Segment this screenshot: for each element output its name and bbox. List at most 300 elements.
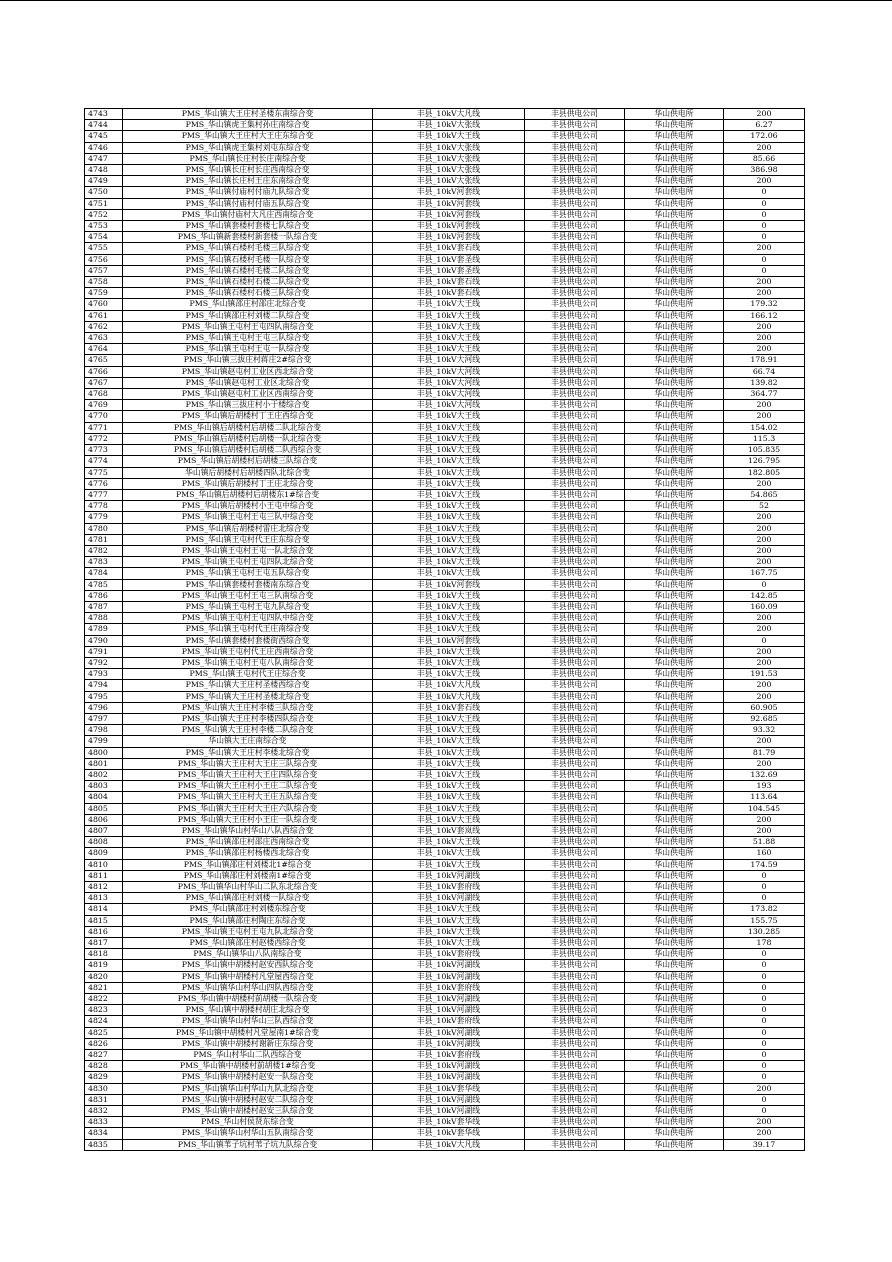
supply-station-cell: 华山供电所 [625, 1094, 724, 1105]
feeder-line-cell: 丰县_10kV大张线 [373, 153, 525, 164]
table-row [85, 467, 805, 478]
capacity-value-cell: 0 [724, 1027, 805, 1038]
station-name-cell: PMS_华山镇后胡楼村后胡楼三队综合变 [123, 456, 373, 467]
supply-station-cell: 华山供电所 [625, 814, 724, 825]
feeder-line-cell: 丰县_10kV套石线 [373, 277, 525, 288]
capacity-value-cell: 200 [724, 344, 805, 355]
capacity-value-cell: 0 [724, 221, 805, 232]
row-number-cell: 4810 [85, 859, 123, 870]
station-name-cell: PMS_华山镇付庙村付庙五队综合变 [123, 198, 373, 209]
company-cell: 丰县供电公司 [525, 187, 625, 198]
table-row [85, 456, 805, 467]
row-number-cell: 4797 [85, 713, 123, 724]
company-cell: 丰县供电公司 [525, 1050, 625, 1061]
row-number-cell: 4802 [85, 769, 123, 780]
capacity-value-cell: 126.795 [724, 456, 805, 467]
supply-station-cell: 华山供电所 [625, 288, 724, 299]
capacity-value-cell: 200 [724, 1117, 805, 1128]
station-name-cell: PMS_华山镇华山村华山三队西综合变 [123, 1016, 373, 1027]
row-number-cell: 4748 [85, 165, 123, 176]
station-name-cell: PMS_华山镇赵屯村工业区西南综合变 [123, 389, 373, 400]
capacity-value-cell: 39.17 [724, 1139, 805, 1150]
company-cell: 丰县供电公司 [525, 433, 625, 444]
feeder-line-cell: 丰县_10kV河套线 [373, 198, 525, 209]
capacity-value-cell: 0 [724, 893, 805, 904]
station-name-cell: 华山镇后胡楼村后胡楼四队北综合变 [123, 467, 373, 478]
company-cell: 丰县供电公司 [525, 691, 625, 702]
capacity-value-cell: 200 [724, 613, 805, 624]
station-name-cell: PMS_华山镇赵屯村工业区北综合变 [123, 377, 373, 388]
capacity-value-cell: 200 [724, 814, 805, 825]
feeder-line-cell: 丰县_10kV套石线 [373, 243, 525, 254]
company-cell: 丰县供电公司 [525, 1061, 625, 1072]
capacity-value-cell: 166.12 [724, 310, 805, 321]
capacity-value-cell: 0 [724, 949, 805, 960]
capacity-value-cell: 200 [724, 557, 805, 568]
table-row [85, 579, 805, 590]
feeder-line-cell: 丰县_10kV大王线 [373, 411, 525, 422]
supply-station-cell: 华山供电所 [625, 635, 724, 646]
feeder-line-cell: 丰县_10kV河套线 [373, 579, 525, 590]
table-row [85, 545, 805, 556]
table-row [85, 109, 805, 120]
station-name-cell: PMS_华山镇中胡楼村凡堂屋南1#综合变 [123, 1027, 373, 1038]
table-row [85, 837, 805, 848]
feeder-line-cell: 丰县_10kV大王线 [373, 848, 525, 859]
table-row [85, 187, 805, 198]
row-number-cell: 4769 [85, 400, 123, 411]
supply-station-cell: 华山供电所 [625, 433, 724, 444]
company-cell: 丰县供电公司 [525, 635, 625, 646]
feeder-line-cell: 丰县_10kV大王线 [373, 534, 525, 545]
feeder-line-cell: 丰县_10kV大河线 [373, 400, 525, 411]
supply-station-cell: 华山供电所 [625, 837, 724, 848]
row-number-cell: 4781 [85, 534, 123, 545]
row-number-cell: 4811 [85, 870, 123, 881]
company-cell: 丰县供电公司 [525, 1005, 625, 1016]
row-number-cell: 4784 [85, 568, 123, 579]
company-cell: 丰县供电公司 [525, 781, 625, 792]
capacity-value-cell: 0 [724, 971, 805, 982]
table-row [85, 254, 805, 265]
supply-station-cell: 华山供电所 [625, 669, 724, 680]
station-name-cell: PMS_华山镇长庄村长庄南综合变 [123, 153, 373, 164]
supply-station-cell: 华山供电所 [625, 904, 724, 915]
capacity-value-cell: 0 [724, 187, 805, 198]
station-name-cell: PMS_华山镇三拔庄村蒋庄2#综合变 [123, 355, 373, 366]
supply-station-cell: 华山供电所 [625, 1050, 724, 1061]
capacity-value-cell: 200 [724, 1128, 805, 1139]
row-number-cell: 4792 [85, 657, 123, 668]
row-number-cell: 4762 [85, 321, 123, 332]
row-number-cell: 4749 [85, 176, 123, 187]
row-number-cell: 4807 [85, 826, 123, 837]
feeder-line-cell: 丰县_10kV大王线 [373, 321, 525, 332]
company-cell: 丰县供电公司 [525, 657, 625, 668]
feeder-line-cell: 丰县_10kV大王线 [373, 557, 525, 568]
row-number-cell: 4751 [85, 198, 123, 209]
station-name-cell: PMS_华山镇后胡楼村丁王庄北综合变 [123, 478, 373, 489]
station-name-cell: PMS_华山镇大王庄村李楼北综合变 [123, 747, 373, 758]
company-cell: 丰县供电公司 [525, 848, 625, 859]
row-number-cell: 4821 [85, 982, 123, 993]
supply-station-cell: 华山供电所 [625, 725, 724, 736]
table-row [85, 949, 805, 960]
table-row [85, 165, 805, 176]
feeder-line-cell: 丰县_10kV套府线 [373, 949, 525, 960]
company-cell: 丰县供电公司 [525, 232, 625, 243]
capacity-value-cell: 0 [724, 1061, 805, 1072]
capacity-value-cell: 92.685 [724, 713, 805, 724]
supply-station-cell: 华山供电所 [625, 613, 724, 624]
feeder-line-cell: 丰县_10kV大凡线 [373, 109, 525, 120]
supply-station-cell: 华山供电所 [625, 377, 724, 388]
station-name-cell: PMS_华山镇华山八队南综合变 [123, 949, 373, 960]
company-cell: 丰县供电公司 [525, 882, 625, 893]
capacity-value-cell: 0 [724, 870, 805, 881]
feeder-line-cell: 丰县_10kV套府线 [373, 1016, 525, 1027]
row-number-cell: 4796 [85, 702, 123, 713]
station-name-cell: PMS_华山镇邵庄村刘楼北1#综合变 [123, 859, 373, 870]
table-row [85, 781, 805, 792]
feeder-line-cell: 丰县_10kV大王线 [373, 478, 525, 489]
station-name-cell: PMS_华山镇王屯村代王庄西南综合变 [123, 646, 373, 657]
feeder-line-cell: 丰县_10kV套华线 [373, 1083, 525, 1094]
row-number-cell: 4778 [85, 501, 123, 512]
station-name-cell: PMS_华山镇邵庄村邵庄西南综合变 [123, 837, 373, 848]
table-row [85, 1005, 805, 1016]
station-name-cell: PMS_华山镇中胡楼村赵安西队综合变 [123, 960, 373, 971]
capacity-value-cell: 200 [724, 243, 805, 254]
table-row [85, 355, 805, 366]
row-number-cell: 4813 [85, 893, 123, 904]
capacity-value-cell: 104.545 [724, 803, 805, 814]
station-name-cell: PMS_华山镇邵庄村刘楼一队综合变 [123, 893, 373, 904]
company-cell: 丰县供电公司 [525, 512, 625, 523]
capacity-value-cell: 0 [724, 209, 805, 220]
feeder-line-cell: 丰县_10kV大王线 [373, 736, 525, 747]
capacity-value-cell: 200 [724, 691, 805, 702]
table-row [85, 534, 805, 545]
company-cell: 丰县供电公司 [525, 1128, 625, 1139]
company-cell: 丰县供电公司 [525, 1106, 625, 1117]
feeder-line-cell: 丰县_10kV套府线 [373, 982, 525, 993]
row-number-cell: 4764 [85, 344, 123, 355]
company-cell: 丰县供电公司 [525, 994, 625, 1005]
table-row [85, 310, 805, 321]
supply-station-cell: 华山供电所 [625, 926, 724, 937]
supply-station-cell: 华山供电所 [625, 445, 724, 456]
station-name-cell: PMS_华山镇邵庄村陶庄东综合变 [123, 915, 373, 926]
row-number-cell: 4827 [85, 1050, 123, 1061]
station-name-cell: PMS_华山镇邵庄村杨楼西北综合变 [123, 848, 373, 859]
station-name-cell: PMS_华山镇新套楼村新套楼一队综合变 [123, 232, 373, 243]
station-name-cell: PMS_华山镇后胡楼村小王屯中综合变 [123, 501, 373, 512]
station-name-cell: PMS_华山镇大王庄村大王庄五队综合变 [123, 792, 373, 803]
company-cell: 丰县供电公司 [525, 1016, 625, 1027]
feeder-line-cell: 丰县_10kV河湖线 [373, 870, 525, 881]
supply-station-cell: 华山供电所 [625, 848, 724, 859]
supply-station-cell: 华山供电所 [625, 557, 724, 568]
feeder-line-cell: 丰县_10kV大王线 [373, 512, 525, 523]
table-row [85, 221, 805, 232]
feeder-line-cell: 丰县_10kV大王线 [373, 333, 525, 344]
capacity-value-cell: 200 [724, 142, 805, 153]
feeder-line-cell: 丰县_10kV大王线 [373, 747, 525, 758]
row-number-cell: 4822 [85, 994, 123, 1005]
table-row [85, 277, 805, 288]
row-number-cell: 4791 [85, 646, 123, 657]
company-cell: 丰县供电公司 [525, 938, 625, 949]
capacity-value-cell: 130.285 [724, 926, 805, 937]
station-name-cell: PMS_华山镇王屯村王屯九队北综合变 [123, 926, 373, 937]
supply-station-cell: 华山供电所 [625, 579, 724, 590]
row-number-cell: 4834 [85, 1128, 123, 1139]
feeder-line-cell: 丰县_10kV河湖线 [373, 1072, 525, 1083]
feeder-line-cell: 丰县_10kV大王线 [373, 433, 525, 444]
company-cell: 丰县供电公司 [525, 109, 625, 120]
feeder-line-cell: 丰县_10kV大凡线 [373, 1139, 525, 1150]
feeder-line-cell: 丰县_10kV大王线 [373, 545, 525, 556]
feeder-line-cell: 丰县_10kV河套线 [373, 221, 525, 232]
row-number-cell: 4786 [85, 590, 123, 601]
row-number-cell: 4756 [85, 254, 123, 265]
company-cell: 丰县供电公司 [525, 198, 625, 209]
supply-station-cell: 华山供电所 [625, 680, 724, 691]
station-name-cell: PMS_华山镇大王庄村大王庄六队综合变 [123, 803, 373, 814]
feeder-line-cell: 丰县_10kV大王线 [373, 445, 525, 456]
station-name-cell: PMS_华山镇王屯村王屯三队综合变 [123, 333, 373, 344]
feeder-line-cell: 丰县_10kV套华线 [373, 1117, 525, 1128]
company-cell: 丰县供电公司 [525, 1117, 625, 1128]
company-cell: 丰县供电公司 [525, 445, 625, 456]
table-row [85, 523, 805, 534]
supply-station-cell: 华山供电所 [625, 321, 724, 332]
supply-station-cell: 华山供电所 [625, 769, 724, 780]
company-cell: 丰县供电公司 [525, 725, 625, 736]
capacity-value-cell: 60.905 [724, 702, 805, 713]
row-number-cell: 4773 [85, 445, 123, 456]
row-number-cell: 4789 [85, 624, 123, 635]
station-name-cell: PMS_华山镇套楼村套楼七队综合变 [123, 221, 373, 232]
table-row [85, 893, 805, 904]
feeder-line-cell: 丰县_10kV大王线 [373, 758, 525, 769]
station-name-cell: PMS_华山村侯贤东综合变 [123, 1117, 373, 1128]
row-number-cell: 4825 [85, 1027, 123, 1038]
feeder-line-cell: 丰县_10kV大王线 [373, 859, 525, 870]
company-cell: 丰县供电公司 [525, 355, 625, 366]
company-cell: 丰县供电公司 [525, 501, 625, 512]
company-cell: 丰县供电公司 [525, 758, 625, 769]
company-cell: 丰县供电公司 [525, 747, 625, 758]
capacity-value-cell: 155.75 [724, 915, 805, 926]
supply-station-cell: 华山供电所 [625, 601, 724, 612]
station-name-cell: PMS_华山镇中胡楼村前胡楼一队综合变 [123, 994, 373, 1005]
company-cell: 丰县供电公司 [525, 489, 625, 500]
row-number-cell: 4771 [85, 422, 123, 433]
company-cell: 丰县供电公司 [525, 870, 625, 881]
table-row [85, 915, 805, 926]
supply-station-cell: 华山供电所 [625, 534, 724, 545]
company-cell: 丰县供电公司 [525, 826, 625, 837]
supply-station-cell: 华山供电所 [625, 523, 724, 534]
table-row [85, 882, 805, 893]
supply-station-cell: 华山供电所 [625, 366, 724, 377]
capacity-value-cell: 139.82 [724, 377, 805, 388]
station-name-cell: PMS_华山镇大王庄村大王庄三队综合变 [123, 758, 373, 769]
capacity-value-cell: 132.69 [724, 769, 805, 780]
station-name-cell: 华山镇大王庄南综合变 [123, 736, 373, 747]
feeder-line-cell: 丰县_10kV大张线 [373, 165, 525, 176]
row-number-cell: 4774 [85, 456, 123, 467]
supply-station-cell: 华山供电所 [625, 187, 724, 198]
feeder-line-cell: 丰县_10kV河湖线 [373, 971, 525, 982]
feeder-line-cell: 丰县_10kV大王线 [373, 590, 525, 601]
station-name-cell: PMS_华山镇王屯村王屯九队综合变 [123, 601, 373, 612]
capacity-value-cell: 200 [724, 109, 805, 120]
row-number-cell: 4753 [85, 221, 123, 232]
row-number-cell: 4750 [85, 187, 123, 198]
table-row [85, 971, 805, 982]
table-row [85, 445, 805, 456]
feeder-line-cell: 丰县_10kV套府线 [373, 882, 525, 893]
company-cell: 丰县供电公司 [525, 960, 625, 971]
capacity-value-cell: 386.98 [724, 165, 805, 176]
supply-station-cell: 华山供电所 [625, 422, 724, 433]
capacity-value-cell: 200 [724, 288, 805, 299]
feeder-line-cell: 丰县_10kV大王线 [373, 422, 525, 433]
supply-station-cell: 华山供电所 [625, 781, 724, 792]
feeder-line-cell: 丰县_10kV大河线 [373, 366, 525, 377]
company-cell: 丰县供电公司 [525, 949, 625, 960]
company-cell: 丰县供电公司 [525, 422, 625, 433]
station-name-cell: PMS_华山镇苇子坑村苇子坑九队综合变 [123, 1139, 373, 1150]
company-cell: 丰县供电公司 [525, 176, 625, 187]
station-name-cell: PMS_华山镇石楼村石楼三队综合变 [123, 288, 373, 299]
company-cell: 丰县供电公司 [525, 1072, 625, 1083]
feeder-line-cell: 丰县_10kV河湖线 [373, 1038, 525, 1049]
substation-table [84, 108, 805, 1151]
supply-station-cell: 华山供电所 [625, 389, 724, 400]
capacity-value-cell: 200 [724, 1083, 805, 1094]
station-name-cell: PMS_华山镇大王庄村小王庄一队综合变 [123, 814, 373, 825]
company-cell: 丰县供电公司 [525, 680, 625, 691]
table-row [85, 758, 805, 769]
row-number-cell: 4743 [85, 109, 123, 120]
table-row [85, 198, 805, 209]
station-name-cell: PMS_华山镇长庄村王庄东南综合变 [123, 176, 373, 187]
company-cell: 丰县供电公司 [525, 915, 625, 926]
row-number-cell: 4747 [85, 153, 123, 164]
feeder-line-cell: 丰县_10kV大王线 [373, 915, 525, 926]
supply-station-cell: 华山供电所 [625, 1027, 724, 1038]
company-cell: 丰县供电公司 [525, 601, 625, 612]
row-number-cell: 4788 [85, 613, 123, 624]
row-number-cell: 4795 [85, 691, 123, 702]
station-name-cell: PMS_华山镇王屯村王屯八队南综合变 [123, 657, 373, 668]
company-cell: 丰县供电公司 [525, 1038, 625, 1049]
table-row [85, 288, 805, 299]
table-row [85, 422, 805, 433]
capacity-value-cell: 0 [724, 635, 805, 646]
station-name-cell: PMS_华山镇华山村华山九队北综合变 [123, 1083, 373, 1094]
feeder-line-cell: 丰县_10kV套府线 [373, 1050, 525, 1061]
station-name-cell: PMS_华山镇华山村华山八队西综合变 [123, 826, 373, 837]
supply-station-cell: 华山供电所 [625, 176, 724, 187]
capacity-value-cell: 105.835 [724, 445, 805, 456]
table-row [85, 859, 805, 870]
capacity-value-cell: 200 [724, 176, 805, 187]
feeder-line-cell: 丰县_10kV套石线 [373, 288, 525, 299]
supply-station-cell: 华山供电所 [625, 232, 724, 243]
table-row [85, 1106, 805, 1117]
table-row [85, 826, 805, 837]
capacity-value-cell: 0 [724, 198, 805, 209]
row-number-cell: 4763 [85, 333, 123, 344]
row-number-cell: 4816 [85, 926, 123, 937]
feeder-line-cell: 丰县_10kV河湖线 [373, 994, 525, 1005]
table-row [85, 904, 805, 915]
company-cell: 丰县供电公司 [525, 624, 625, 635]
supply-station-cell: 华山供电所 [625, 915, 724, 926]
table-row [85, 769, 805, 780]
row-number-cell: 4746 [85, 142, 123, 153]
table-row [85, 848, 805, 859]
capacity-value-cell: 0 [724, 265, 805, 276]
table-row [85, 803, 805, 814]
feeder-line-cell: 丰县_10kV大凡线 [373, 691, 525, 702]
feeder-line-cell: 丰县_10kV大王线 [373, 489, 525, 500]
table-row [85, 747, 805, 758]
station-name-cell: PMS_华山镇中胡楼村谢新庄东综合变 [123, 1038, 373, 1049]
company-cell: 丰县供电公司 [525, 1083, 625, 1094]
company-cell: 丰县供电公司 [525, 456, 625, 467]
company-cell: 丰县供电公司 [525, 971, 625, 982]
company-cell: 丰县供电公司 [525, 120, 625, 131]
capacity-value-cell: 0 [724, 1106, 805, 1117]
feeder-line-cell: 丰县_10kV大张线 [373, 176, 525, 187]
feeder-line-cell: 丰县_10kV大河线 [373, 389, 525, 400]
row-number-cell: 4758 [85, 277, 123, 288]
supply-station-cell: 华山供电所 [625, 826, 724, 837]
feeder-line-cell: 丰县_10kV大王线 [373, 781, 525, 792]
company-cell: 丰县供电公司 [525, 142, 625, 153]
station-name-cell: PMS_华山镇邵庄村刘楼东综合变 [123, 904, 373, 915]
feeder-line-cell: 丰县_10kV大王线 [373, 456, 525, 467]
capacity-value-cell: 182.805 [724, 467, 805, 478]
supply-station-cell: 华山供电所 [625, 1139, 724, 1150]
station-name-cell: PMS_华山镇三拔庄村小于楼综合变 [123, 400, 373, 411]
capacity-value-cell: 0 [724, 882, 805, 893]
station-name-cell: PMS_华山镇大王庄村李楼三队综合变 [123, 702, 373, 713]
station-name-cell: PMS_华山镇付庙村大凡庄西南综合变 [123, 209, 373, 220]
station-name-cell: PMS_华山镇邵庄村赵楼西综合变 [123, 938, 373, 949]
table-row [85, 321, 805, 332]
supply-station-cell: 华山供电所 [625, 299, 724, 310]
station-name-cell: PMS_华山镇后胡楼村雷庄北综合变 [123, 523, 373, 534]
table-row [85, 209, 805, 220]
company-cell: 丰县供电公司 [525, 613, 625, 624]
station-name-cell: PMS_华山镇中胡楼村赵安三队综合变 [123, 1106, 373, 1117]
station-name-cell: PMS_华山镇华山村华山四队西综合变 [123, 982, 373, 993]
station-name-cell: PMS_华山镇付庙村付庙九队综合变 [123, 187, 373, 198]
feeder-line-cell: 丰县_10kV大王线 [373, 713, 525, 724]
supply-station-cell: 华山供电所 [625, 109, 724, 120]
supply-station-cell: 华山供电所 [625, 501, 724, 512]
supply-station-cell: 华山供电所 [625, 120, 724, 131]
station-name-cell: PMS_华山镇长庄村长庄西南综合变 [123, 165, 373, 176]
company-cell: 丰县供电公司 [525, 1094, 625, 1105]
